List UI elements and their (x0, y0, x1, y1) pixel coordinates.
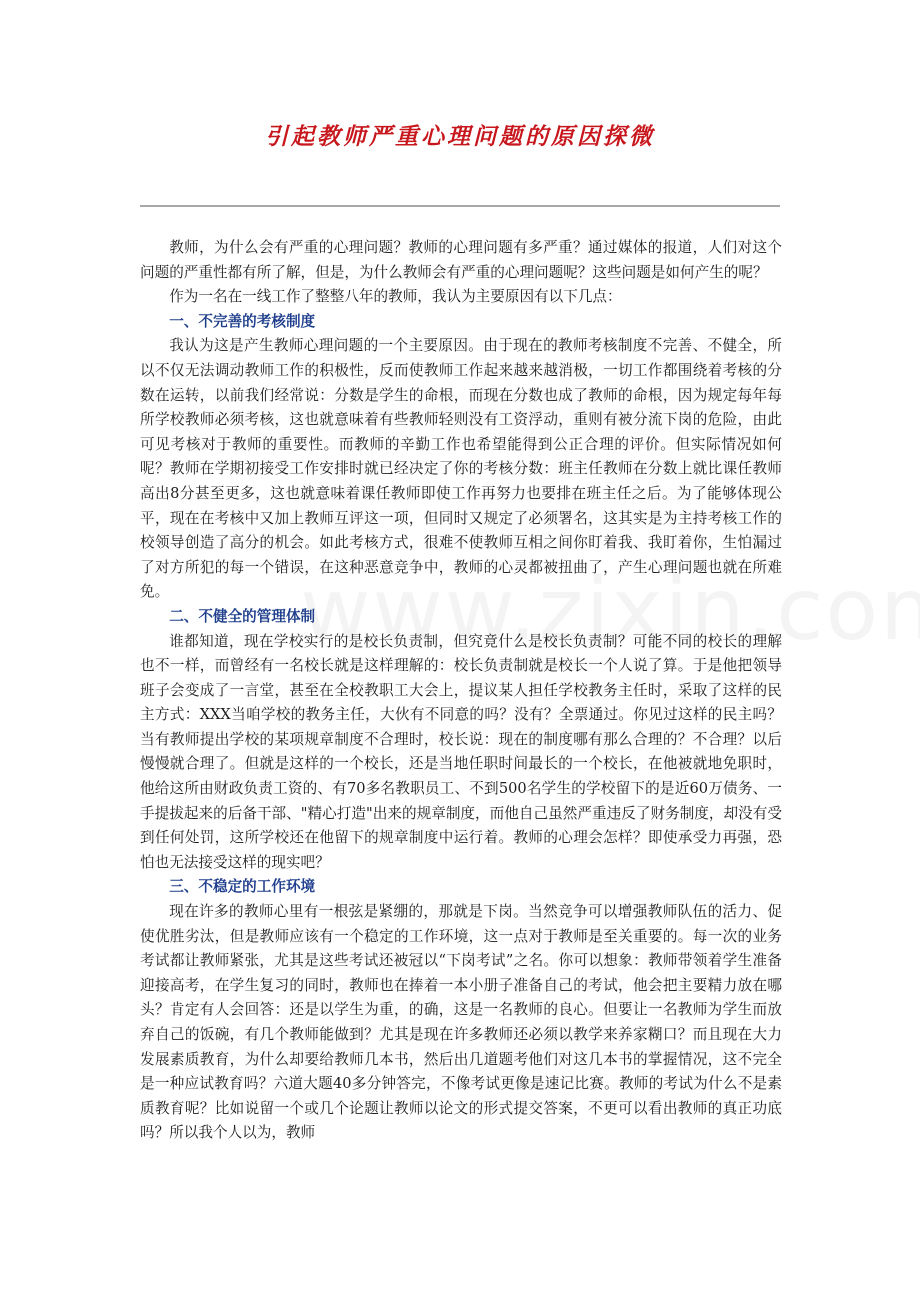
paragraph-section-3: 现在许多的教师心里有一根弦是紧绷的，那就是下岗。当然竞争可以增强教师队伍的活力、促使优胜劣汰，但是教师应该有一个稳定的工作环境，这一点对于教师是至关重要的。每一次的业务考试都让教师紧张，尤其是这些考试还被冠以“下岗考试”之名。你可以想象：教师带领着学生准备迎接高考，在学生复习的同时，教师也在捧着一本小册子准备自己的考试，他会把主要精力放在哪头？肯定有人会回答：还是以学生为重，的确，这是一名教师的良心。但要让一名教师为学生而放弃自己的饭碗，有几个教师能做到？尤其是现在许多教师还必须以教学来养家糊口？而且现在大力发展素质教育，为什么却要给教师几本书，然后出几道题考他们对这几本书的掌握情况，这不完全是一种应试教育吗？六道大题40多分钟答完，不像考试更像是速记比赛。教师的考试为什么不是素质教育呢？比如说留一个或几个论题让教师以论文的形式提交答案，不更可以看出教师的真正功底吗？所以我个人以为，教师 (140, 903, 782, 1142)
section-heading-1: 一、不完善的考核制度 (169, 312, 316, 330)
article-body (140, 236, 782, 1146)
section-heading-3: 三、不稳定的工作环境 (169, 878, 316, 896)
paragraph-section-2: 谁都知道，现在学校实行的是校长负责制，但究竟什么是校长负责制？可能不同的校长的理解也不一样，而曾经有一名校长就是这样理解的：校长负责制就是校长一个人说了算。于是他把领导班子会变成了一言堂，甚至在全校教职工大会上，提议某人担任学校教务主任时，采取了这样的民主方式：XXX当咱学校的教务主任，大伙有不同意的吗？没有？全票通过。你见过这样的民主吗？当有教师提出学校的某项规章制度不合理时，校长说：现在的制度哪有那么合理的？不合理？以后慢慢就合理了。但就是这样的一个校长，还是当地任职时间最长的一个校长，在他被就地免职时，他给这所由财政负责工资的、有70多名教职员工、不到500名学生的学校留下的是近60万债务、一手提拔起来的后备干部、"精心打造"出来的规章制度，而他自己虽然严重违反了财务制度，却没有受到任何处罚，这所学校还在他留下的规章制度中运行着。教师的心理会怎样？即使承受力再强，恐怕也无法接受这样的现实吧？ (140, 632, 782, 871)
paragraph-reasons-lead: 作为一名在一线工作了整整八年的教师，我认为主要原因有以下几点： (169, 288, 622, 306)
paragraph-intro: 教师，为什么会有严重的心理问题？教师的心理问题有多严重？通过媒体的报道，人们对这个问题的严重性都有所了解，但是，为什么教师会有严重的心理问题呢？这些问题是如何产生的呢？ (140, 239, 782, 281)
paragraph-section-1: 我认为这是产生教师心理问题的一个主要原因。由于现在的教师考核制度不完善、不健全，所以不仅无法调动教师工作的积极性，反而使教师工作起来越来越消极，一切工作都围绕着考核的分数在运转，以前我们经常说：分数是学生的命根，而现在分数也成了教师的命根，因为规定每年每所学校教师必须考核，这也就意味着有些教师轻则没有工资浮动，重则有被分流下岗的危险，由此可见考核对于教师的重要性。而教师的辛勤工作也希望能得到公正合理的评价。但实际情况如何呢？教师在学期初接受工作安排时就已经决定了你的考核分数：班主任教师在分数上就比课任教师高出8分甚至更多，这也就意味着课任教师即使工作再努力也要排在班主任之后。为了能够体现公平，现在在考核中又加上教师互评这一项，但同时又规定了必须署名，这其实是为主持考核工作的校领导创造了高分的机会。如此考核方式，很难不使教师互相之间你盯着我、我盯着你，生怕漏过了对方所犯的每一个错误，在这种恶意竞争中，教师的心灵都被扭曲了，产生心理问题也就在所难免。 (140, 337, 782, 601)
section-heading-2: 二、不健全的管理体制 (169, 607, 316, 625)
title-divider (140, 205, 780, 207)
page-title: 引起教师严重心理问题的原因探微 (265, 123, 655, 150)
